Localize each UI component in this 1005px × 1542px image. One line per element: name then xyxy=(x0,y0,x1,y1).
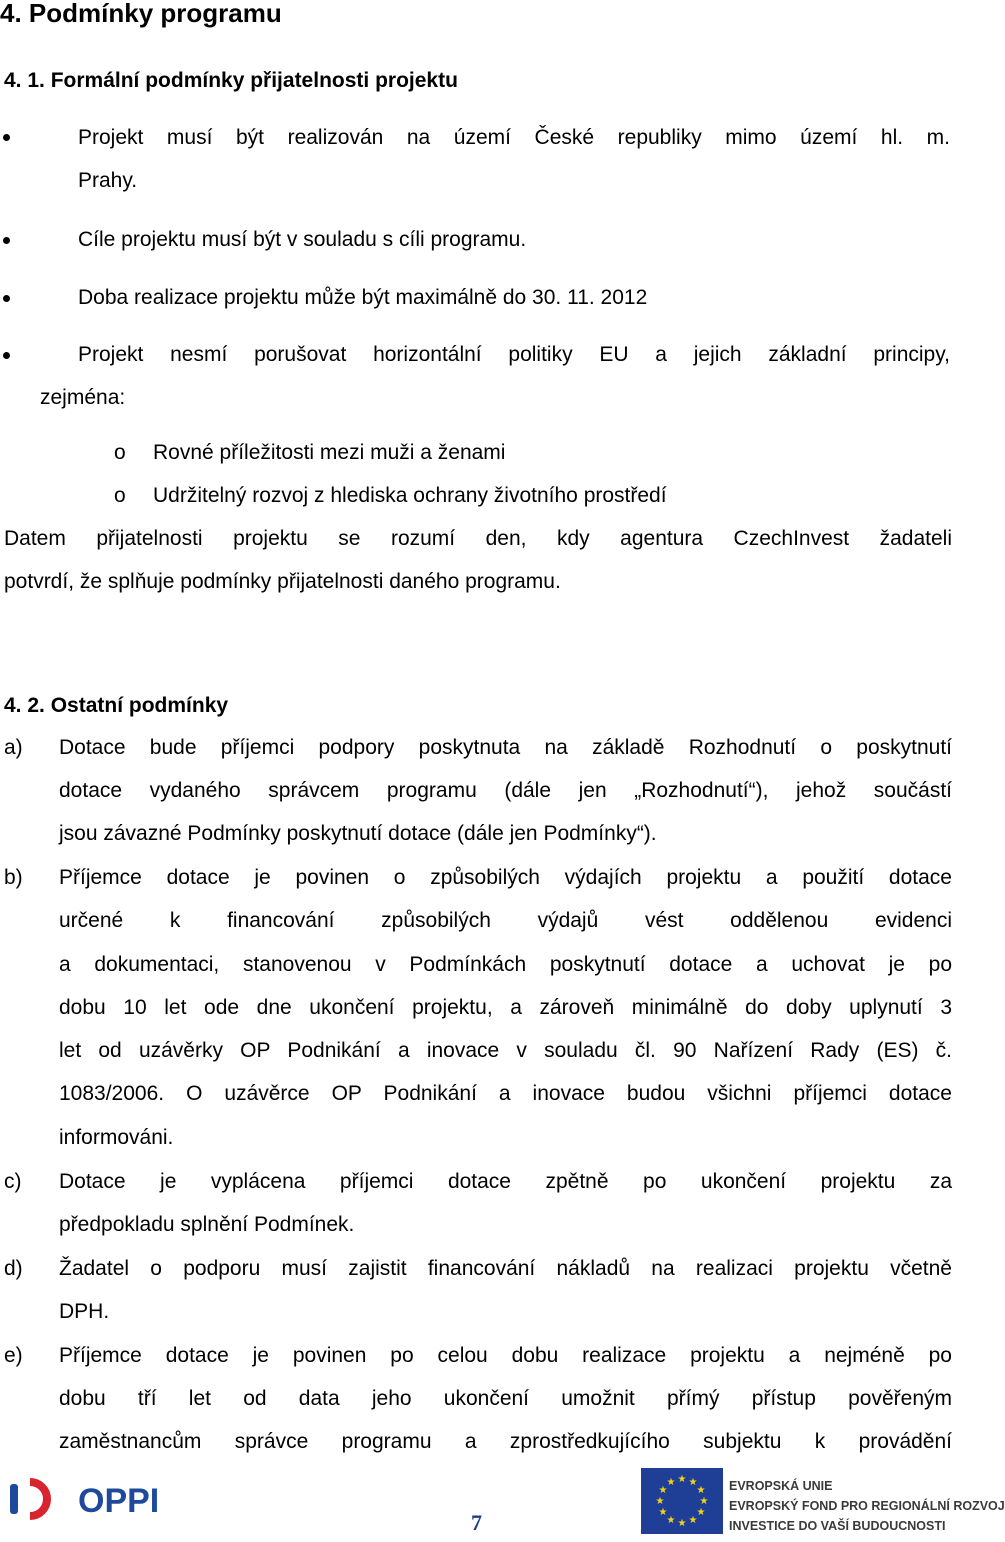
item-label: c) xyxy=(4,1170,22,1193)
bullet-dot xyxy=(3,352,10,359)
bullet-text: Cíle projektu musí být v souladu s cíli programu. xyxy=(78,228,527,251)
item-line: informováni. xyxy=(59,1126,174,1149)
sub-item-text: Udržitelný rozvoj z hlediska ochrany životního prostředí xyxy=(153,484,667,507)
oppi-logo-mark xyxy=(30,1482,47,1516)
sub-item-marker: o xyxy=(114,441,126,464)
paragraph-line: potvrdí, že splňuje podmínky přijatelnosti daného programu. xyxy=(4,570,561,593)
svg-text:★: ★ xyxy=(677,1518,687,1529)
item-line: Příjemce dotace je povinen po celou dobu realizace projektu a nejméně po xyxy=(59,1344,952,1367)
svg-text:★: ★ xyxy=(658,1485,668,1496)
svg-text:★: ★ xyxy=(655,1496,665,1507)
oppi-logo-text: OPPI xyxy=(78,1482,160,1520)
oppi-logo-mark xyxy=(10,1484,18,1514)
oppi-logo xyxy=(8,1476,168,1522)
svg-text:★: ★ xyxy=(677,1474,687,1485)
item-line: dobu 10 let ode dne ukončení projektu, a zároveň minimálně do doby uplynutí 3 xyxy=(59,996,952,1019)
eu-logo-line: INVESTICE DO VAŠÍ BUDOUCNOSTI xyxy=(729,1519,946,1533)
item-line: předpokladu splnění Podmínek. xyxy=(59,1213,355,1236)
item-line: Dotace bude příjemci podpory poskytnuta na základě Rozhodnutí o poskytnutí xyxy=(59,736,952,759)
svg-text:★: ★ xyxy=(666,1477,676,1488)
item-label: a) xyxy=(4,736,23,759)
bullet-text-cont: Prahy. xyxy=(78,169,138,192)
eu-logo-line: EVROPSKÝ FOND PRO REGIONÁLNÍ ROZVOJ xyxy=(729,1499,1005,1513)
bullet-text-cont: zejména: xyxy=(40,386,126,409)
svg-text:★: ★ xyxy=(688,1477,698,1488)
item-line: DPH. xyxy=(59,1300,110,1323)
svg-text:★: ★ xyxy=(666,1515,676,1526)
item-line: určené k financování způsobilých výdajů vést oddělenou evidenci xyxy=(59,909,952,932)
subsection-title-formal: 4. 1. Formální podmínky přijatelnosti projektu xyxy=(4,69,458,92)
item-line: a dokumentaci, stanovenou v Podmínkách poskytnutí dotace a uchovat je po xyxy=(59,953,952,976)
sub-item-marker: o xyxy=(114,484,126,507)
section-title: 4. Podmínky programu xyxy=(0,0,282,28)
eu-stars-icon xyxy=(641,1468,723,1534)
item-label: b) xyxy=(4,866,23,889)
item-line: dobu tří let od data jeho ukončení umožnit přímý přístup pověřeným xyxy=(59,1387,952,1410)
svg-text:★: ★ xyxy=(688,1515,698,1526)
item-line: let od uzávěrky OP Podnikání a inovace v souladu čl. 90 Nařízení Rady (ES) č. xyxy=(59,1039,952,1062)
svg-text:★: ★ xyxy=(696,1485,706,1496)
item-line: Žadatel o podporu musí zajistit financování nákladů na realizaci projektu včetně xyxy=(59,1257,952,1280)
bullet-text: Projekt nesmí porušovat horizontální politiky EU a jejich základní principy, xyxy=(78,343,950,366)
bullet-dot xyxy=(3,237,10,244)
item-line: 1083/2006. O uzávěrce OP Podnikání a inovace budou všichni příjemci dotace xyxy=(59,1082,952,1105)
item-line: Dotace je vyplácena příjemci dotace zpětně po ukončení projektu za xyxy=(59,1170,952,1193)
eu-flag-logo xyxy=(641,1468,723,1534)
svg-text:★: ★ xyxy=(696,1507,706,1518)
bullet-text: Projekt musí být realizován na území České republiky mimo území hl. m. xyxy=(78,126,950,149)
item-label: e) xyxy=(4,1344,23,1367)
item-line: zaměstnancům správce programu a zprostředkujícího subjektu k provádění xyxy=(59,1430,952,1453)
svg-text:★: ★ xyxy=(699,1496,709,1507)
bullet-dot xyxy=(3,295,10,302)
sub-item-text: Rovné příležitosti mezi muži a ženami xyxy=(153,441,506,464)
item-line: Příjemce dotace je povinen o způsobilých výdajích projektu a použití dotace xyxy=(59,866,952,889)
item-label: d) xyxy=(4,1257,23,1280)
eu-logo-line: EVROPSKÁ UNIE xyxy=(729,1479,833,1493)
item-line: dotace vydaného správcem programu (dále jen „Rozhodnutí“), jehož součástí xyxy=(59,779,952,802)
subsection-title-other: 4. 2. Ostatní podmínky xyxy=(4,694,229,717)
page-number: 7 xyxy=(471,1510,482,1535)
svg-text:★: ★ xyxy=(658,1507,668,1518)
bullet-text: Doba realizace projektu může být maximálně do 30. 11. 2012 xyxy=(78,286,648,309)
bullet-dot xyxy=(3,134,10,141)
paragraph-line: Datem přijatelnosti projektu se rozumí den, kdy agentura CzechInvest žadateli xyxy=(4,527,952,550)
item-line: jsou závazné Podmínky poskytnutí dotace (dále jen Podmínky“). xyxy=(59,822,657,845)
